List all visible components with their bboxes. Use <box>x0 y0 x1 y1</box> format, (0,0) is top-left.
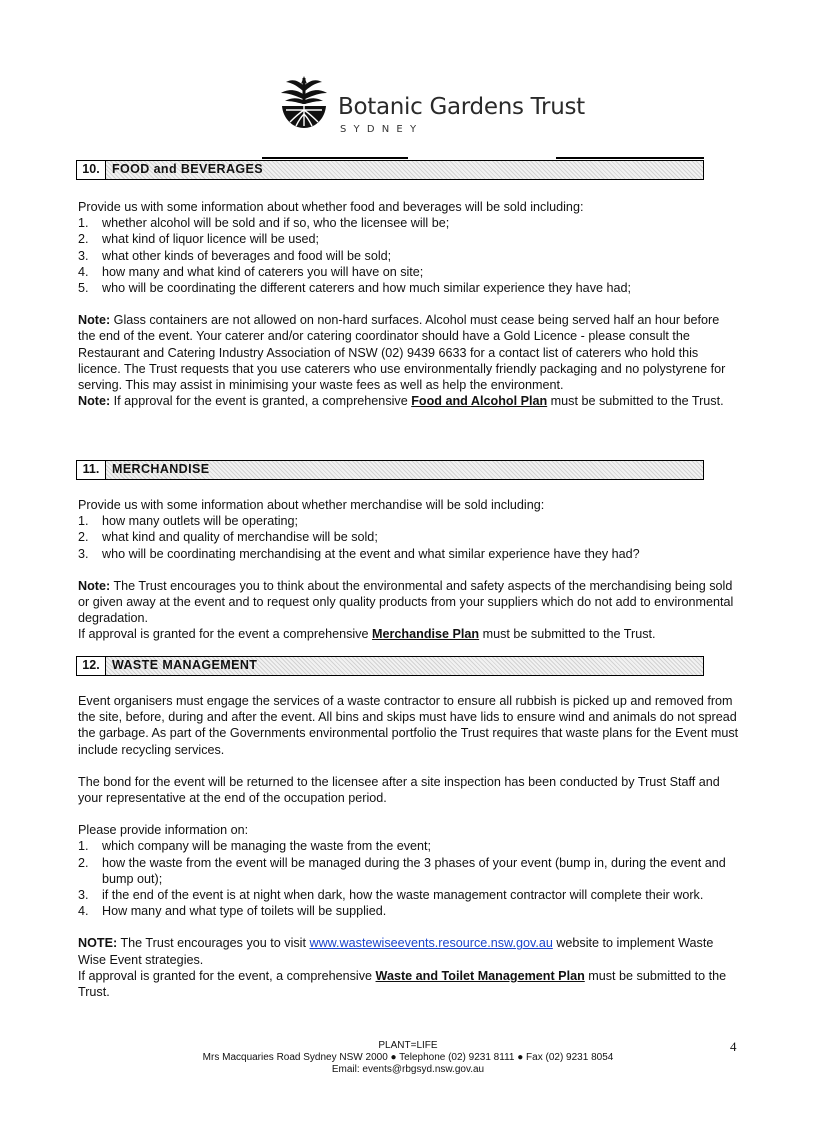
section-11-header <box>76 460 704 480</box>
wastewise-link[interactable]: www.wastewiseevents.resource.nsw.gov.au <box>309 936 553 951</box>
footer-email: Email: events@rbgsyd.nsw.gov.au <box>331 1064 485 1075</box>
footer-motto: PLANT=LIFE <box>378 1040 438 1051</box>
list-item: 1. whether alcohol will be sold and if so, who the licensee will be; <box>78 216 450 231</box>
list-item: 3. what other kinds of beverages and food will be sold; <box>78 248 392 263</box>
paragraph: Event organisers must engage the services of a waste contractor to ensure all rubbish is picked up and removed from the site, before, during and after the event. All bins and skips must have lids to ensure wind and animals do not spread the garbage. As part of the Governments environmental portfolio the Trust requires that waste plans for the Event must include recycling services. <box>78 694 739 757</box>
section-number: 11. <box>77 461 106 479</box>
note-paragraph: Note: If approval for the event is granted, a comprehensive Food and Alcohol Plan must be submitted to the Trust. <box>78 394 724 409</box>
list-item: 2. what kind of liquor licence will be used; <box>78 232 320 247</box>
logo-city: SYDNEY <box>340 124 424 135</box>
list-item: 4. how many and what kind of caterers you will have on site; <box>78 264 424 279</box>
note-paragraph: Note: The Trust encourages you to think about the environmental and safety aspects of the merchandising being sold or given away at the event and to request only quality products from your suppliers which do not add to environmental degradation. <box>78 578 734 626</box>
numbered-list <box>78 215 740 296</box>
botanic-gardens-logo <box>276 70 585 140</box>
list-item: 3. if the end of the event is at night when dark, how the waste management contractor will complete their work. <box>78 888 704 903</box>
merchandise-plan-label: Merchandise Plan <box>372 627 480 642</box>
list-item: 5. who will be coordinating the different caterers and how much similar experience they have had; <box>78 281 631 296</box>
list-item: 1. which company will be managing the waste from the event; <box>78 839 432 854</box>
section-10-body <box>78 199 740 409</box>
food-alcohol-plan-label: Food and Alcohol Plan <box>411 394 548 409</box>
approval-paragraph: If approval is granted for the event, a comprehensive Waste and Toilet Management Plan must be submitted to the Trust. <box>78 968 727 1000</box>
section-title: WASTE MANAGEMENT <box>112 658 258 672</box>
section-intro: Provide us with some information about whether food and beverages will be sold including: <box>78 200 584 214</box>
section-number: 10. <box>77 161 106 179</box>
tree-emblem-icon <box>276 70 332 134</box>
section-title: FOOD and BEVERAGES <box>112 162 263 176</box>
numbered-list <box>78 513 740 562</box>
section-intro: Provide us with some information about whether merchandise will be sold including: <box>78 498 545 512</box>
header-rule-left <box>262 157 408 159</box>
list-item: 4. How many and what type of toilets will be supplied. <box>78 904 387 919</box>
section-10-header <box>76 160 704 180</box>
note-paragraph: Note: Glass containers are not allowed on non-hard surfaces. Alcohol must cease being served half an hour before the end of the event. Your caterer and/or catering coordinator should have a Gold Licence - please consult the Restaurant and Catering Industry Association of NSW (02) 9439 6633 for a contact list of caterers who hold this licence. The Trust requests that you use caterers who use environmentally friendly packaging and no polystyrene for serving. This may assist in minimising your waste fees as well as help the environment. <box>78 313 726 393</box>
numbered-list <box>78 838 740 919</box>
section-number: 12. <box>77 657 106 675</box>
section-12-header <box>76 656 704 676</box>
list-item: 3. who will be coordinating merchandising at the event and what similar experience have they had? <box>78 546 640 561</box>
page-number: 4 <box>730 1039 737 1054</box>
section-11-body <box>78 497 740 643</box>
header-rule-right <box>556 157 704 159</box>
footer-address: Mrs Macquaries Road Sydney NSW 2000 ● Telephone (02) 9231 8111 ● Fax (02) 9231 8054 <box>202 1052 614 1063</box>
section-title: MERCHANDISE <box>112 462 210 476</box>
note-paragraph: NOTE: The Trust encourages you to visit www.wastewiseevents.resource.nsw.gov.au website to implement Waste Wise Event strategies. <box>78 936 714 967</box>
approval-paragraph: If approval is granted for the event a comprehensive Merchandise Plan must be submitted to the Trust. <box>78 627 656 642</box>
list-item: 2. how the waste from the event will be managed during the 3 phases of your event (bump in, during the event and bump out); <box>78 855 726 886</box>
section-12-body <box>78 693 740 1000</box>
waste-toilet-plan-label: Waste and Toilet Management Plan <box>375 968 585 983</box>
list-item: 1. how many outlets will be operating; <box>78 514 299 529</box>
logo-wordmark: Botanic Gardens Trust <box>338 94 585 120</box>
list-item: 2. what kind and quality of merchandise will be sold; <box>78 530 378 545</box>
paragraph: The bond for the event will be returned to the licensee after a site inspection has been conducted by Trust Staff and your representative at the end of the occupation period. <box>78 774 720 806</box>
section-intro: Please provide information on: <box>78 823 249 838</box>
